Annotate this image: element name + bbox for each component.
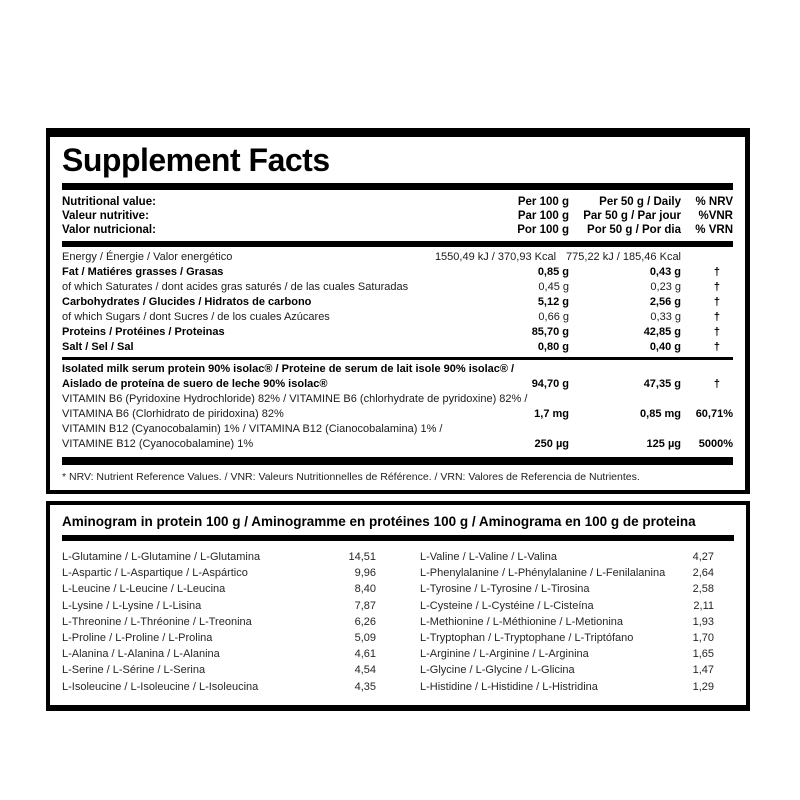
amino-name: L-Tryptophan / L-Tryptophane / L-Triptófano [420, 632, 634, 645]
value-nrv: † [713, 281, 720, 293]
ingredient-line2: VITAMINA B6 (Clorhidrato de piridoxina) 82% [62, 408, 284, 420]
value-nrv: † [713, 266, 720, 278]
aminogram-content [50, 505, 746, 705]
value-per50: 42,85 g [643, 326, 681, 338]
header-per100: Por 100 g [517, 224, 569, 236]
amino-value: 9,96 [354, 567, 376, 580]
value-per50: 0,43 g [649, 266, 681, 278]
amino-value: 4,61 [354, 648, 376, 661]
nutrition-label [46, 128, 750, 711]
divider-thick [62, 183, 733, 190]
ingredient-line1: Isolated milk serum protein 90% isolac® / Proteine de serum de lait isole 90% isolac® / [62, 363, 515, 375]
value-per100: 0,66 g [538, 311, 569, 323]
nutrient-name: Carbohydrates / Glucides / Hidratos de carbono [62, 296, 312, 308]
table-row [62, 630, 376, 646]
value-nrv: † [713, 341, 720, 353]
table-row [62, 565, 376, 581]
amino-value: 4,27 [692, 551, 714, 563]
table-row [62, 646, 376, 662]
value-per50: 47,35 g [643, 378, 681, 390]
value-per50: 0,85 mg [640, 408, 681, 420]
ingredient-line1: VITAMIN B12 (Cyanocobalamin) 1% / VITAMINA B12 (Cianocobalamina) 1% / [62, 423, 443, 435]
value-per50: 2,56 g [649, 296, 681, 308]
header-label: Valor nutricional: [62, 224, 156, 236]
table-row-carbohydrates [62, 295, 733, 310]
table-row [62, 662, 376, 678]
nutrient-name: Fat / Matiéres grasses / Grasas [62, 266, 224, 278]
amino-value: 5,09 [354, 632, 376, 645]
nutrient-values [434, 250, 681, 265]
value-nrv: 5000% [698, 438, 733, 450]
table-row-fat [62, 265, 733, 280]
aminogram-title: Aminogram in protein 100 g / Aminogramme en protéines 100 g / Aminograma en 100 g de proteina [62, 514, 696, 529]
table-row [420, 549, 714, 565]
amino-value: 2,58 [692, 583, 714, 596]
value-per100: 0,85 g [537, 266, 569, 278]
amino-value: 4,54 [354, 664, 376, 677]
value-nrv: † [713, 378, 720, 390]
amino-name: L-Leucine / L-Leucine / L-Leucina [62, 583, 226, 596]
aminogram-left-column [62, 549, 376, 695]
amino-value: 1,47 [692, 664, 714, 677]
value-per100: 1,7 mg [534, 408, 569, 420]
table-row [420, 614, 714, 630]
table-row [62, 614, 376, 630]
value-per100: 85,70 g [531, 326, 569, 338]
amino-value: 1,93 [692, 615, 714, 628]
amino-name: L-Glutamine / L-Glutamine / L-Glutamina [62, 551, 261, 563]
amino-value: 8,40 [354, 583, 376, 596]
table-row-proteins [62, 325, 733, 340]
value-per50: 0,33 g [650, 311, 681, 323]
table-row [62, 549, 376, 565]
header-nrv: % NRV [695, 196, 733, 208]
amino-name: L-Methionine / L-Méthionine / L-Metionina [420, 615, 624, 628]
nutrient-rows [62, 247, 733, 357]
header-per50: Per 50 g / Daily [599, 196, 681, 208]
value-nrv: † [713, 296, 720, 308]
value-per50: 775,22 kJ / 185,46 Kcal [566, 251, 681, 263]
ingredient-line2: Aislado de proteína de suero de leche 90% isolac® [62, 378, 328, 390]
amino-name: L-Cysteine / L-Cystéine / L-Cisteína [420, 599, 594, 612]
value-per50: 0,40 g [649, 341, 681, 353]
value-nrv: 60,71% [695, 408, 733, 420]
header-row [62, 223, 733, 237]
header-label: Nutritional value: [62, 196, 156, 208]
table-row [420, 565, 714, 581]
value-per100: 94,70 g [531, 378, 569, 390]
header-nrv: %VNR [698, 210, 733, 222]
value-per100: 5,12 g [537, 296, 569, 308]
aminogram-table [62, 541, 734, 705]
nutrient-name: of which Sugars / dont Sucres / de los cuales Azúcares [62, 311, 330, 323]
supplement-facts-title: Supplement Facts [62, 142, 330, 178]
table-row-sugars [62, 310, 733, 325]
ingredient-line1: VITAMIN B6 (Pyridoxine Hydrochloride) 82% / VITAMINE B6 (chlorhydrate de pyridoxine) 82% / [62, 393, 528, 405]
table-row-vitamin-b6 [62, 407, 733, 422]
header-per50: Par 50 g / Par jour [583, 210, 681, 222]
ingredient-line2: VITAMINE B12 (Cyanocobalamine) 1% [62, 438, 254, 450]
amino-value: 4,35 [354, 680, 376, 693]
value-per100: 250 µg [534, 438, 569, 450]
aminogram-panel [46, 501, 750, 711]
amino-value: 2,64 [692, 567, 714, 580]
amino-value: 7,87 [354, 599, 376, 612]
amino-name: L-Aspartic / L-Aspartique / L-Aspártico [62, 567, 248, 580]
supplement-rows [62, 360, 733, 454]
table-row-saturates [62, 280, 733, 295]
amino-name: L-Glycine / L-Glycine / L-Glicina [420, 664, 575, 677]
nutrient-name: Salt / Sel / Sal [62, 341, 134, 353]
header-per50: Por 50 g / Por dia [587, 224, 681, 236]
supplement-facts-panel [46, 128, 750, 494]
value-per50: 125 µg [646, 438, 681, 450]
supplement-facts-content [50, 137, 745, 490]
aminogram-right-column [420, 549, 734, 695]
table-row [62, 679, 376, 695]
table-row [420, 598, 714, 614]
value-per100: 1550,49 kJ / 370,93 Kcal [434, 251, 557, 263]
table-row [420, 679, 714, 695]
table-row-salt [62, 340, 733, 355]
header-per100: Per 100 g [517, 196, 569, 208]
amino-name: L-Phenylalanine / L-Phénylalanine / L-Fenilalanina [420, 567, 666, 580]
nutrient-name: Energy / Énergie / Valor energético [62, 251, 233, 263]
value-nrv: † [713, 311, 720, 323]
amino-value: 1,65 [692, 648, 714, 661]
table-row [62, 581, 376, 597]
amino-value: 1,70 [692, 632, 714, 645]
amino-value: 1,29 [692, 680, 714, 693]
amino-value: 6,26 [354, 615, 376, 628]
amino-name: L-Isoleucine / L-Isoleucine / L-Isoleucina [62, 680, 259, 693]
amino-name: L-Valine / L-Valine / L-Valina [420, 551, 557, 563]
amino-name: L-Alanina / L-Alanina / L-Alanina [62, 648, 220, 661]
table-row-energy [62, 250, 733, 265]
amino-name: L-Lysine / L-Lysine / L-Lisina [62, 599, 202, 612]
value-per100: 0,80 g [537, 341, 569, 353]
table-row [420, 646, 714, 662]
nrv-footnote: * NRV: Nutrient Reference Values. / VNR: Valeurs Nutritionnelles de Référence. / VRN: Valores de Referencia de Nutrientes. [62, 471, 640, 483]
table-row-vitamin-b12 [62, 437, 733, 452]
nutrition-header [62, 190, 733, 241]
divider-thick [62, 457, 733, 465]
value-nrv: † [713, 326, 720, 338]
table-row-isolac [62, 377, 733, 392]
amino-value: 2,11 [693, 599, 714, 612]
value-nrv [681, 250, 733, 265]
header-per100: Par 100 g [517, 210, 569, 222]
amino-name: L-Arginine / L-Arginine / L-Arginina [420, 648, 589, 661]
header-nrv: % VRN [695, 224, 733, 236]
header-row [62, 195, 733, 209]
nutrient-name: Proteins / Protéines / Proteinas [62, 326, 225, 338]
header-row [62, 209, 733, 223]
amino-name: L-Serine / L-Sérine / L-Serina [62, 664, 206, 677]
amino-name: L-Tyrosine / L-Tyrosine / L-Tirosina [420, 583, 590, 596]
amino-name: L-Proline / L-Proline / L-Prolina [62, 632, 213, 645]
value-per50: 0,23 g [650, 281, 681, 293]
nutrient-name: of which Saturates / dont acides gras saturés / de las cuales Saturadas [62, 281, 409, 293]
value-per100: 0,45 g [538, 281, 569, 293]
header-label: Valeur nutritive: [62, 210, 149, 222]
amino-name: L-Histidine / L-Histidine / L-Histridina [420, 680, 598, 693]
table-row [420, 630, 714, 646]
amino-value: 14,51 [348, 551, 376, 563]
table-row [420, 581, 714, 597]
table-row [420, 662, 714, 678]
amino-name: L-Threonine / L-Thréonine / L-Treonina [62, 615, 252, 628]
table-row [62, 598, 376, 614]
